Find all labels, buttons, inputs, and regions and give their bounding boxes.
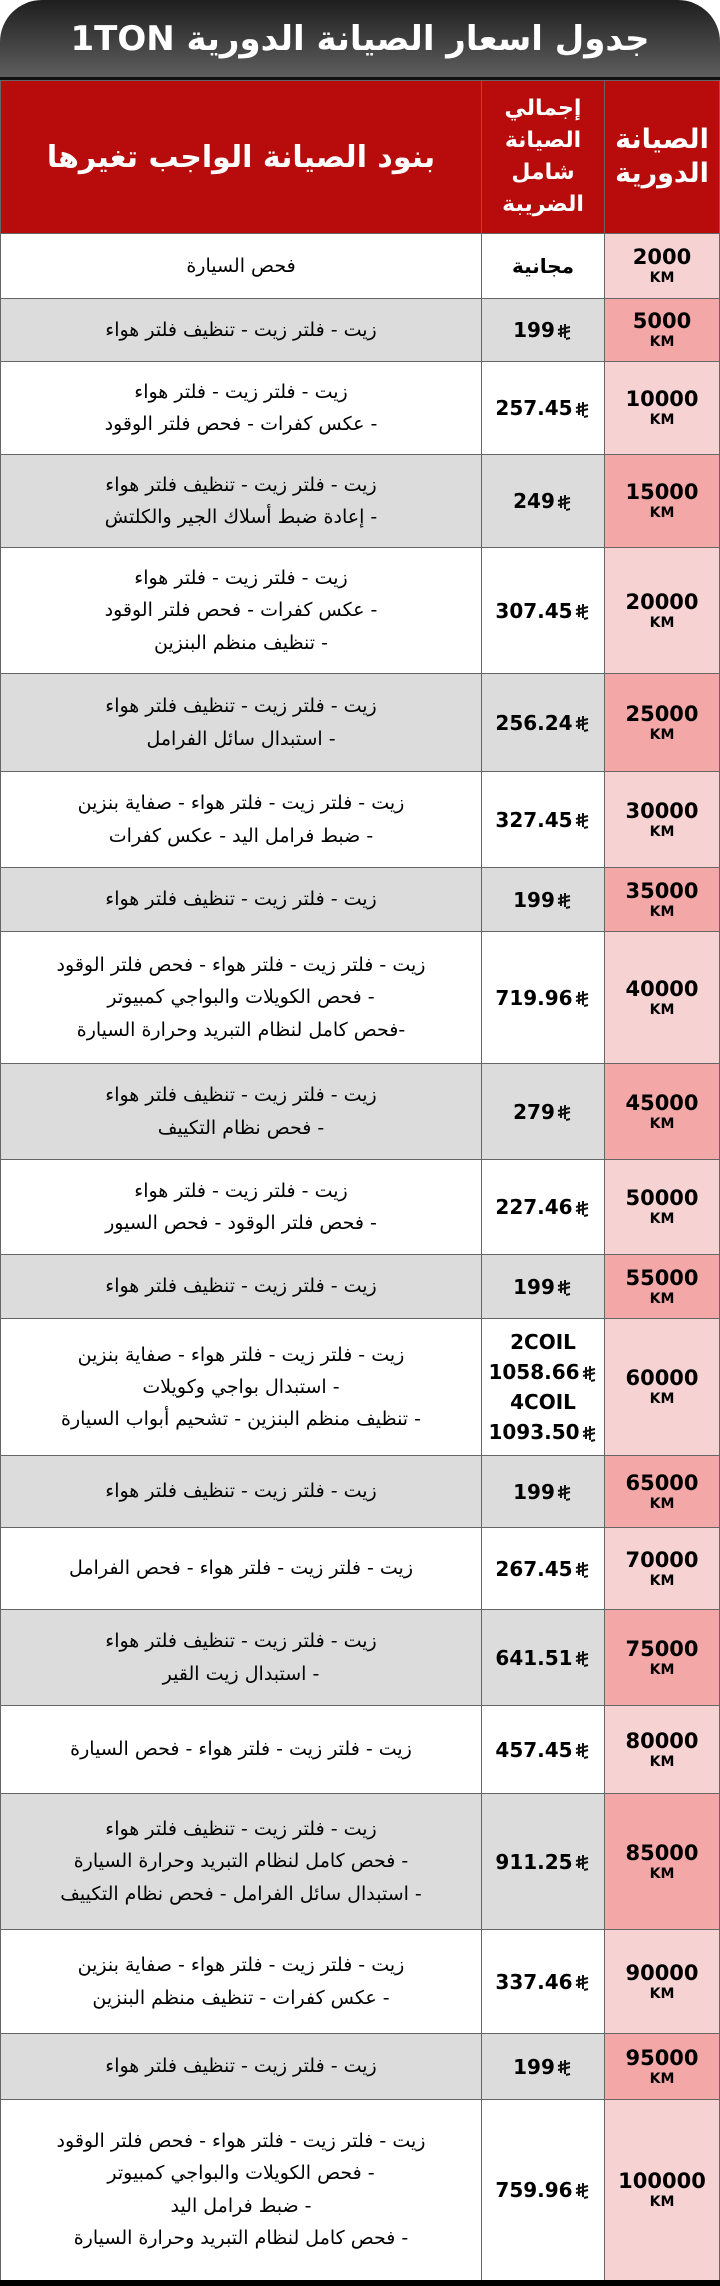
item-line: زيت - فلتر زيت - تنظيف فلتر هواء bbox=[105, 473, 377, 496]
km-unit: KM bbox=[649, 823, 675, 840]
price-line: 2COIL bbox=[510, 1330, 576, 1354]
price-cell bbox=[482, 1930, 605, 2034]
riyal-icon bbox=[575, 402, 589, 418]
table-header bbox=[1, 81, 720, 234]
items-cell bbox=[1, 1160, 482, 1255]
price-cell bbox=[482, 299, 605, 362]
table-row bbox=[1, 1456, 720, 1528]
km-unit: KM bbox=[649, 614, 675, 631]
item-line: - فحص نظام التكييف bbox=[157, 1116, 325, 1139]
items-cell bbox=[1, 1255, 482, 1319]
item-line: - عكس كفرات - تنظيف منظم البنزين bbox=[92, 1986, 390, 2009]
km-value: 5000 bbox=[632, 309, 692, 333]
items-cell bbox=[1, 1794, 482, 1930]
km-unit: KM bbox=[649, 726, 675, 743]
km-unit: KM bbox=[649, 1865, 675, 1882]
price-cell bbox=[482, 234, 605, 299]
price-cell bbox=[482, 1064, 605, 1160]
km-cell bbox=[605, 1064, 720, 1160]
price-cell bbox=[482, 1610, 605, 1706]
item-line: زيت - فلتر زيت - تنظيف فلتر هواء bbox=[105, 1084, 377, 1107]
riyal-icon bbox=[557, 893, 571, 909]
km-cell bbox=[605, 772, 720, 868]
item-line: - استبدال سائل الفرامل bbox=[146, 727, 336, 750]
table-row bbox=[1, 455, 720, 548]
km-value: 30000 bbox=[625, 798, 699, 823]
table-row bbox=[1, 1064, 720, 1160]
items-cell bbox=[1, 1610, 482, 1706]
item-line: زيت - فلتر زيت - فلتر هواء - فحص فلتر الوقود bbox=[56, 2130, 426, 2153]
price-cell bbox=[482, 548, 605, 674]
price-cell bbox=[482, 2100, 605, 2283]
km-unit: KM bbox=[649, 2193, 675, 2210]
header-total-price: إجمالي الصيانة شامل الضريبة bbox=[482, 81, 605, 234]
km-cell bbox=[605, 548, 720, 674]
riyal-icon bbox=[575, 1975, 589, 1991]
item-line: - تنظيف منظم البنزين - تشحيم أبواب السيارة bbox=[60, 1408, 421, 1431]
riyal-icon bbox=[575, 604, 589, 620]
item-line: زيت - فلتر زيت - فلتر هواء - صفاية بنزين bbox=[77, 1343, 405, 1366]
price-value: 279 bbox=[513, 1099, 555, 1124]
item-line: زيت - فلتر زيت - تنظيف فلتر هواء bbox=[105, 318, 377, 341]
item-line: زيت - فلتر زيت - تنظيف فلتر هواء bbox=[105, 2055, 377, 2078]
riyal-icon bbox=[575, 813, 589, 829]
km-unit: KM bbox=[649, 1495, 675, 1512]
item-line: - فحص كامل لنظام التبريد وحرارة السيارة bbox=[73, 1850, 409, 1873]
table-row bbox=[1, 674, 720, 772]
table-row bbox=[1, 362, 720, 455]
table-row bbox=[1, 548, 720, 674]
price-cell bbox=[482, 932, 605, 1064]
km-cell bbox=[605, 932, 720, 1064]
km-value: 95000 bbox=[625, 2045, 699, 2070]
items-cell bbox=[1, 548, 482, 674]
price-value: 199 bbox=[513, 1274, 555, 1299]
items-cell bbox=[1, 674, 482, 772]
km-unit: KM bbox=[649, 1661, 675, 1678]
item-line: زيت - فلتر زيت - فلتر هواء - فحص الفرامل bbox=[68, 1557, 414, 1580]
item-line: زيت - فلتر زيت - فلتر هواء - فحص فلتر الوقود bbox=[56, 954, 426, 977]
table-row bbox=[1, 2100, 720, 2283]
items-cell bbox=[1, 2034, 482, 2100]
price-value: 641.51 bbox=[495, 1645, 573, 1670]
price-value: 249 bbox=[513, 489, 555, 513]
km-cell bbox=[605, 2034, 720, 2100]
item-line: - فحص كامل لنظام التبريد وحرارة السيارة bbox=[73, 2227, 409, 2250]
price-cell bbox=[482, 1528, 605, 1610]
header-periodic-maintenance: الصيانة الدورية bbox=[605, 81, 720, 234]
item-line: زيت - فلتر زيت - تنظيف فلتر هواء bbox=[105, 695, 377, 718]
price-value: 199 bbox=[513, 2054, 555, 2079]
price-line: 1093.50 bbox=[482, 1417, 604, 1447]
km-unit: KM bbox=[649, 1985, 675, 2002]
km-value: 85000 bbox=[625, 1840, 699, 1865]
km-unit: KM bbox=[649, 505, 675, 522]
riyal-icon bbox=[575, 1201, 589, 1217]
riyal-icon bbox=[557, 1280, 571, 1296]
km-unit: KM bbox=[649, 1115, 675, 1132]
table-row bbox=[1, 1528, 720, 1610]
price-cell bbox=[482, 1706, 605, 1794]
price-cell bbox=[482, 1794, 605, 1930]
items-cell bbox=[1, 455, 482, 548]
items-cell bbox=[1, 362, 482, 455]
km-unit: KM bbox=[649, 1290, 675, 1307]
km-unit: KM bbox=[649, 2070, 675, 2087]
km-value: 15000 bbox=[625, 480, 699, 504]
table-row bbox=[1, 1794, 720, 1930]
item-line: زيت - فلتر زيت - فلتر هواء - صفاية بنزين bbox=[77, 792, 405, 815]
price-value: 911.25 bbox=[495, 1849, 573, 1874]
price-value: 267.45 bbox=[495, 1556, 573, 1581]
items-cell bbox=[1, 1706, 482, 1794]
item-line: - عكس كفرات - فحص فلتر الوقود bbox=[104, 413, 378, 435]
item-line: زيت - فلتر زيت - تنظيف فلتر هواء bbox=[105, 1480, 377, 1503]
km-value: 80000 bbox=[625, 1728, 699, 1753]
km-cell bbox=[605, 455, 720, 548]
km-unit: KM bbox=[649, 1572, 675, 1589]
riyal-icon bbox=[557, 2060, 571, 2076]
table-row bbox=[1, 1930, 720, 2034]
item-line: - فحص الكويلات والبواجي كمبيوتر bbox=[107, 986, 375, 1009]
price-cell bbox=[482, 455, 605, 548]
items-cell bbox=[1, 2100, 482, 2283]
price-line: 4COIL bbox=[510, 1390, 576, 1414]
items-cell bbox=[1, 1528, 482, 1610]
riyal-icon bbox=[557, 1105, 571, 1121]
price-cell bbox=[482, 1319, 605, 1456]
km-cell bbox=[605, 1255, 720, 1319]
km-cell bbox=[605, 1528, 720, 1610]
km-value: 55000 bbox=[625, 1265, 699, 1290]
price-cell bbox=[482, 1160, 605, 1255]
km-cell bbox=[605, 1319, 720, 1456]
items-cell bbox=[1, 299, 482, 362]
km-value: 100000 bbox=[618, 2168, 706, 2193]
table-row bbox=[1, 868, 720, 932]
riyal-icon bbox=[575, 716, 589, 732]
item-line: - تنظيف منظم البنزين bbox=[154, 631, 328, 654]
km-value: 2000 bbox=[632, 245, 692, 269]
km-cell bbox=[605, 234, 720, 299]
km-value: 40000 bbox=[625, 976, 699, 1001]
item-line: زيت - فلتر زيت - فلتر هواء bbox=[134, 567, 348, 590]
riyal-icon bbox=[557, 495, 571, 511]
table-row bbox=[1, 932, 720, 1064]
table-row bbox=[1, 2034, 720, 2100]
km-value: 35000 bbox=[625, 878, 699, 903]
riyal-icon bbox=[582, 1426, 596, 1442]
km-cell bbox=[605, 1706, 720, 1794]
riyal-icon bbox=[557, 1485, 571, 1501]
price-value: 256.24 bbox=[495, 710, 573, 735]
km-unit: KM bbox=[649, 1753, 675, 1770]
price-value: 457.45 bbox=[495, 1737, 573, 1762]
km-cell bbox=[605, 1456, 720, 1528]
items-cell bbox=[1, 1930, 482, 2034]
price-value: 307.45 bbox=[495, 598, 573, 623]
price-value: 199 bbox=[513, 318, 555, 342]
price-value: 337.46 bbox=[495, 1969, 573, 1994]
price-cell bbox=[482, 1255, 605, 1319]
items-cell bbox=[1, 1319, 482, 1456]
item-line: زيت - فلتر زيت - تنظيف فلتر هواء bbox=[105, 1818, 377, 1841]
riyal-icon bbox=[557, 324, 571, 340]
item-line: فحص السيارة bbox=[186, 254, 296, 277]
riyal-icon bbox=[575, 991, 589, 1007]
item-line: - فحص فلتر الوقود - فحص السيور bbox=[105, 1212, 377, 1234]
km-unit: KM bbox=[649, 1211, 675, 1228]
item-line: زيت - فلتر زيت - فلتر هواء - فحص السيارة bbox=[70, 1738, 412, 1761]
item-line: زيت - فلتر زيت - تنظيف فلتر هواء bbox=[105, 1630, 377, 1653]
items-cell bbox=[1, 932, 482, 1064]
table-row bbox=[1, 1706, 720, 1794]
km-value: 60000 bbox=[625, 1366, 699, 1390]
km-value: 20000 bbox=[625, 589, 699, 614]
km-unit: KM bbox=[649, 270, 675, 287]
price-cell bbox=[482, 2034, 605, 2100]
km-value: 65000 bbox=[625, 1470, 699, 1495]
table-row bbox=[1, 772, 720, 868]
price-cell bbox=[482, 362, 605, 455]
riyal-icon bbox=[575, 2183, 589, 2199]
item-line: - إعادة ضبط أسلاك الجير والكلتش bbox=[104, 506, 378, 528]
km-value: 10000 bbox=[625, 387, 699, 411]
km-cell bbox=[605, 1160, 720, 1255]
km-value: 50000 bbox=[625, 1186, 699, 1210]
km-value: 90000 bbox=[625, 1960, 699, 1985]
item-line: - استبدال سائل الفرامل - فحص نظام التكييف bbox=[60, 1882, 422, 1905]
riyal-icon bbox=[575, 1855, 589, 1871]
item-line: - استبدال زيت القير bbox=[162, 1662, 320, 1685]
table-row bbox=[1, 1610, 720, 1706]
table-row bbox=[1, 1255, 720, 1319]
items-cell bbox=[1, 1456, 482, 1528]
riyal-icon bbox=[575, 1562, 589, 1578]
price-value: 327.45 bbox=[495, 807, 573, 832]
km-unit: KM bbox=[649, 1391, 675, 1408]
riyal-icon bbox=[575, 1651, 589, 1667]
km-unit: KM bbox=[649, 903, 675, 920]
km-cell bbox=[605, 1794, 720, 1930]
item-line: - عكس كفرات - فحص فلتر الوقود bbox=[104, 599, 378, 622]
riyal-icon bbox=[575, 1743, 589, 1759]
table-row bbox=[1, 1319, 720, 1456]
km-cell bbox=[605, 868, 720, 932]
km-unit: KM bbox=[649, 1001, 675, 1018]
km-cell bbox=[605, 2100, 720, 2283]
header-maintenance-items: بنود الصيانة الواجب تغيرها bbox=[1, 81, 482, 234]
km-cell bbox=[605, 362, 720, 455]
km-unit: KM bbox=[649, 412, 675, 429]
km-value: 25000 bbox=[625, 701, 699, 726]
item-line: - فحص الكويلات والبواجي كمبيوتر bbox=[107, 2162, 375, 2185]
price-value: 227.46 bbox=[495, 1195, 573, 1219]
table-row bbox=[1, 1160, 720, 1255]
item-line: - ضبط فرامل اليد bbox=[170, 2194, 312, 2217]
km-value: 45000 bbox=[625, 1090, 699, 1115]
price-cell bbox=[482, 674, 605, 772]
items-cell bbox=[1, 234, 482, 299]
items-cell bbox=[1, 772, 482, 868]
item-line: -فحص كامل لنظام التبريد وحرارة السيارة bbox=[76, 1018, 406, 1041]
item-line: زيت - فلتر زيت - فلتر هواء - صفاية بنزين bbox=[77, 1954, 405, 1977]
price-value: 719.96 bbox=[495, 985, 573, 1010]
price-cell bbox=[482, 868, 605, 932]
item-line: - ضبط فرامل اليد - عكس كفرات bbox=[108, 824, 374, 847]
price-line: 1058.66 bbox=[482, 1357, 604, 1387]
km-value: 70000 bbox=[625, 1547, 699, 1572]
price-value: 759.96 bbox=[495, 2177, 573, 2202]
km-cell bbox=[605, 674, 720, 772]
table-row bbox=[1, 299, 720, 362]
riyal-icon bbox=[582, 1366, 596, 1382]
item-line: زيت - فلتر زيت - تنظيف فلتر هواء bbox=[105, 1275, 377, 1298]
price-value: مجانية bbox=[511, 254, 575, 278]
items-cell bbox=[1, 1064, 482, 1160]
price-value: 257.45 bbox=[495, 396, 573, 420]
page-title: جدول اسعار الصيانة الدورية 1TON bbox=[0, 0, 720, 80]
km-unit: KM bbox=[649, 334, 675, 351]
km-value: 75000 bbox=[625, 1636, 699, 1661]
km-cell bbox=[605, 1610, 720, 1706]
item-line: زيت - فلتر زيت - فلتر هواء bbox=[134, 1179, 348, 1202]
price-cell bbox=[482, 1456, 605, 1528]
price-value: 199 bbox=[513, 887, 555, 912]
items-cell bbox=[1, 868, 482, 932]
table-row bbox=[1, 234, 720, 299]
price-cell bbox=[482, 772, 605, 868]
price-value: 199 bbox=[513, 1479, 555, 1504]
item-line: زيت - فلتر زيت - فلتر هواء bbox=[134, 380, 348, 403]
item-line: زيت - فلتر زيت - تنظيف فلتر هواء bbox=[105, 888, 377, 911]
maintenance-price-table bbox=[0, 80, 720, 2286]
km-cell bbox=[605, 1930, 720, 2034]
km-cell bbox=[605, 299, 720, 362]
item-line: - استبدال بواجي وكويلات bbox=[142, 1375, 340, 1398]
